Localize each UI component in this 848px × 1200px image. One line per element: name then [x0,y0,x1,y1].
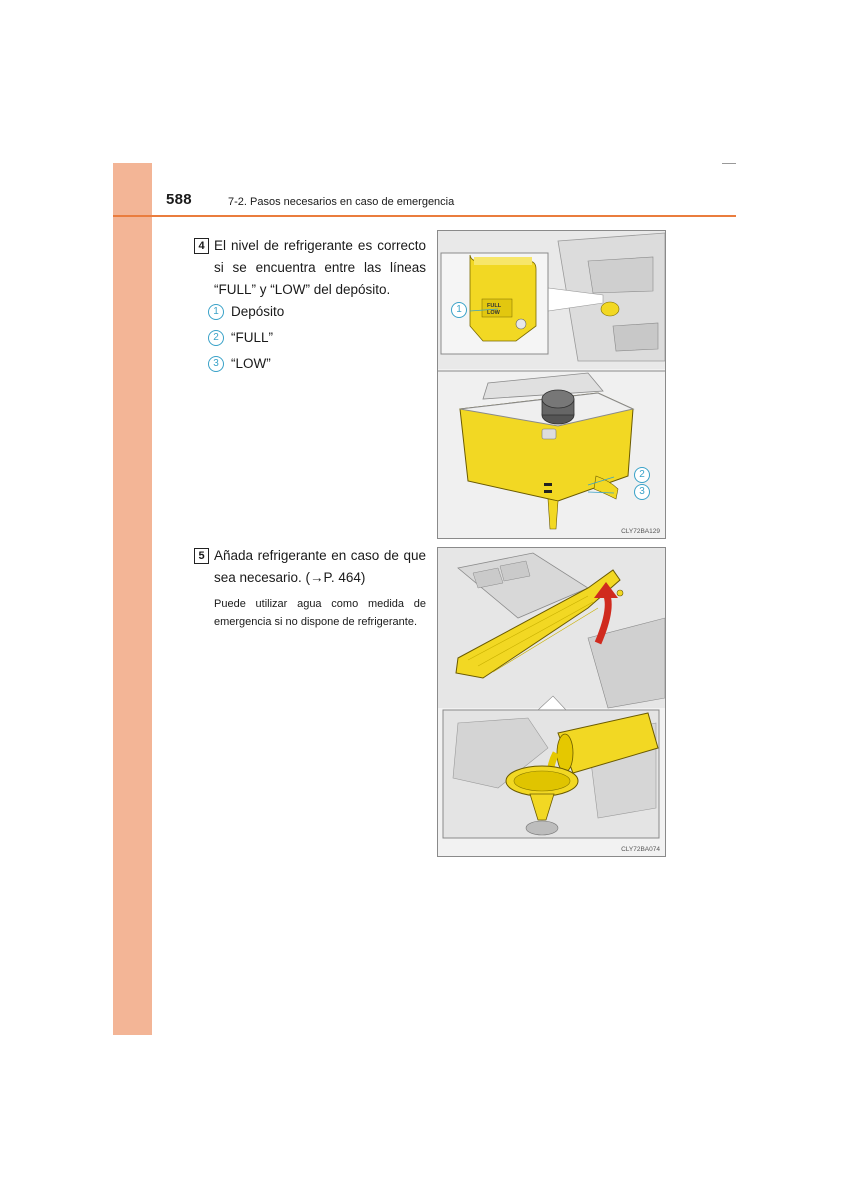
callout-1: 1 [451,302,467,318]
step-5 [194,545,426,631]
step-number-badge: 5 [194,548,209,564]
legend-item [208,325,284,351]
figure-add-coolant [437,547,666,857]
legend-label: “FULL” [231,330,274,345]
callout-2: 2 [634,467,650,483]
legend-label: “LOW” [231,356,271,371]
callout-number: 2 [208,330,224,346]
section-title: 7-2. Pasos necesarios en caso de emergencia [228,196,455,208]
figure-code: CLY72BA129 [621,528,660,535]
crop-mark [722,163,736,164]
tank-label-full: FULL [487,303,502,309]
callout-number: 3 [208,356,224,372]
callout-number: 1 [208,304,224,320]
header-divider [113,215,736,217]
figure-code: CLY72BA074 [621,846,660,853]
legend-item [208,299,284,325]
step-text: Añada refrigerante en caso de que sea necesario. (→P. 464) [214,548,426,585]
add-coolant-illustration [438,548,665,856]
chapter-side-tab [113,163,152,1035]
step-text: El nivel de refrigerante es correcto si se encuentra entre las líneas “FULL” y “LOW” del depósito. [214,238,426,297]
reservoir-illustration [438,231,665,538]
step-number-badge: 4 [194,238,209,254]
figure-coolant-reservoir [437,230,666,539]
callout-legend [208,299,284,377]
page-number: 588 [166,191,192,208]
legend-label: Depósito [231,304,285,319]
legend-item [208,351,284,377]
callout-3: 3 [634,484,650,500]
step-note: Puede utilizar agua como medida de emergencia si no dispone de refrigerante. [214,598,426,628]
step-4 [194,235,426,301]
tank-label-low: LOW [487,310,500,316]
